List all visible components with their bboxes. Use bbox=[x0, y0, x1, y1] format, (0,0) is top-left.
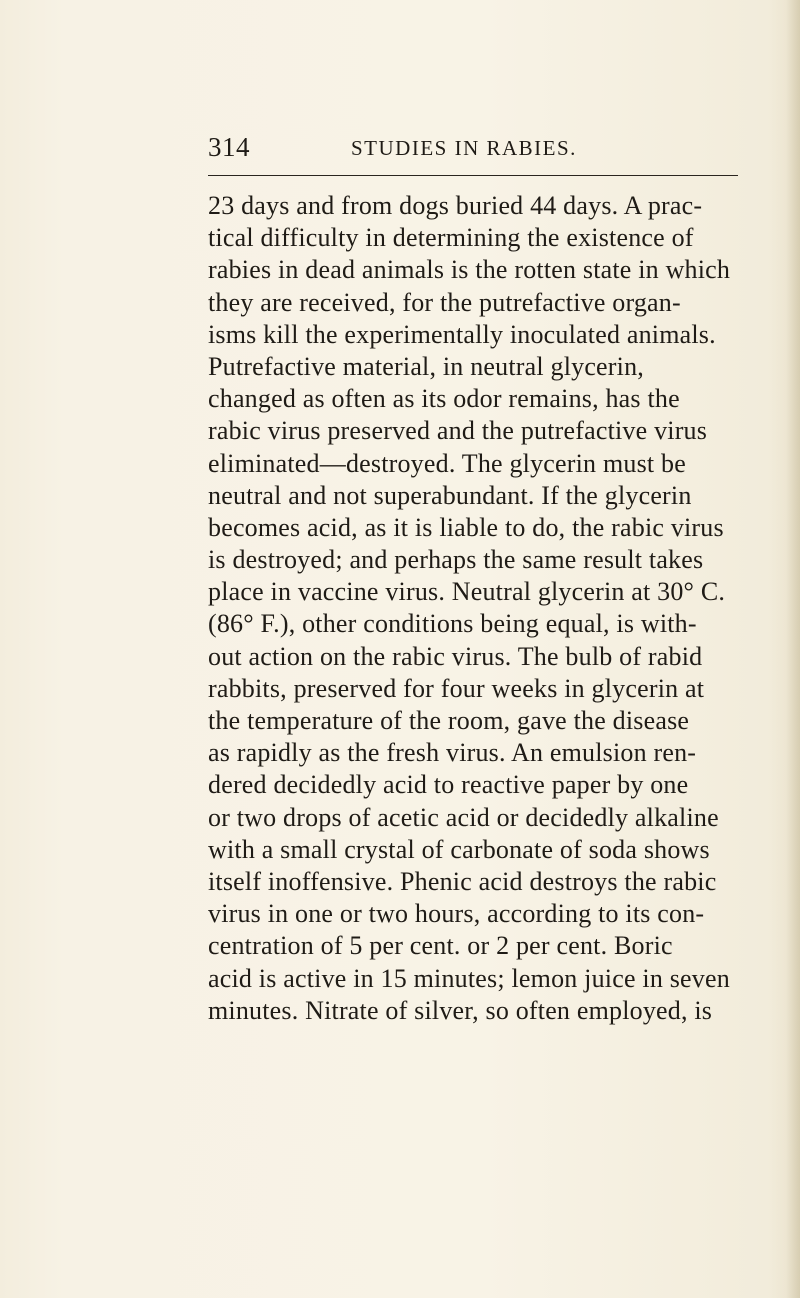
text-line: minutes. Nitrate of silver, so often employed, is bbox=[208, 995, 713, 1025]
page-edge-shadow bbox=[786, 0, 800, 1298]
running-head: STUDIES IN RABIES. bbox=[351, 136, 577, 160]
text-line: rabic virus preserved and the putrefactive virus bbox=[208, 416, 708, 446]
text-line: or two drops of acetic acid or decidedly alkaline bbox=[208, 802, 719, 832]
text-line: (86° F.), other conditions being equal, is with- bbox=[208, 609, 697, 639]
text-line: as rapidly as the fresh virus. An emulsion ren- bbox=[208, 738, 697, 768]
text-line: out action on the rabic virus. The bulb of rabid bbox=[208, 641, 703, 671]
text-line: itself inoffensive. Phenic acid destroys the rabic bbox=[208, 866, 717, 896]
text-line: centration of 5 per cent. or 2 per cent. Boric bbox=[208, 931, 673, 961]
text-line: changed as often as its odor remains, has the bbox=[208, 384, 680, 414]
text-line: place in vaccine virus. Neutral glycerin at 30° C. bbox=[208, 577, 726, 607]
text-line: 23 days and from dogs buried 44 days. A prac- bbox=[208, 191, 703, 220]
text-line: dered decidedly acid to reactive paper by one bbox=[208, 770, 689, 800]
text-line: virus in one or two hours, according to its con- bbox=[208, 899, 705, 929]
text-line: rabbits, preserved for four weeks in glycerin at bbox=[208, 673, 705, 703]
text-line: the temperature of the room, gave the disease bbox=[208, 706, 690, 735]
text-line: they are received, for the putrefactive organ- bbox=[208, 287, 681, 317]
text-line: acid is active in 15 minutes; lemon juice in seven bbox=[208, 963, 730, 993]
body-text bbox=[208, 190, 768, 1027]
header-rule bbox=[208, 175, 738, 176]
text-line: is destroyed; and perhaps the same result takes bbox=[208, 545, 704, 575]
text-line: rabies in dead animals is the rotten state in which bbox=[208, 255, 731, 285]
text-line: isms kill the experimentally inoculated animals. bbox=[208, 319, 716, 349]
text-line: tical difficulty in determining the existence of bbox=[208, 223, 694, 253]
page-number: 314 bbox=[208, 132, 250, 162]
text-line: with a small crystal of carbonate of soda shows bbox=[208, 834, 710, 864]
page-header bbox=[208, 132, 738, 172]
text-line: Putrefactive material, in neutral glycerin, bbox=[208, 351, 644, 381]
text-line: neutral and not superabundant. If the glycerin bbox=[208, 480, 692, 510]
text-line: eliminated—destroyed. The glycerin must be bbox=[208, 448, 686, 478]
text-line: becomes acid, as it is liable to do, the rabic virus bbox=[208, 512, 724, 542]
